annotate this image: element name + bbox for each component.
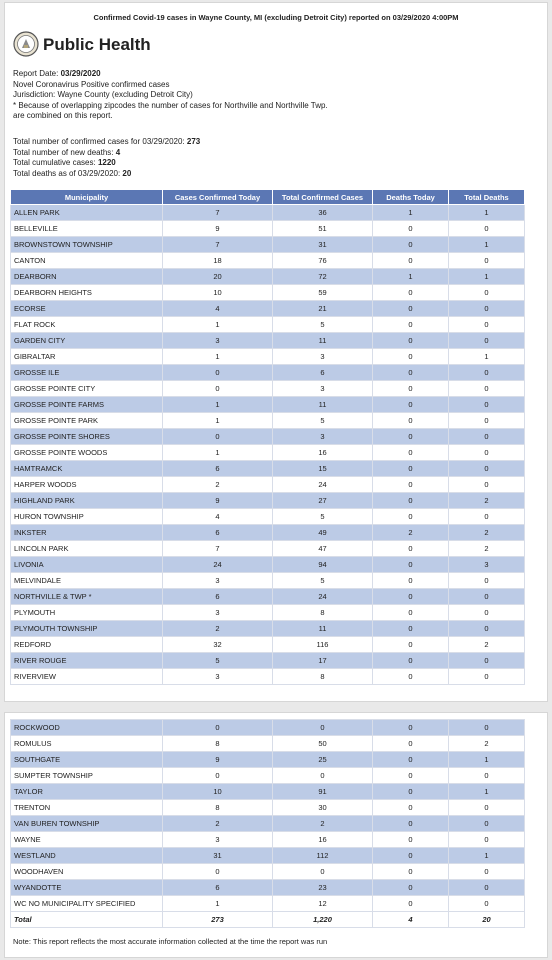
deaths-today-cell: 0 (373, 800, 449, 816)
total-deaths-cell: 0 (449, 509, 525, 525)
table-row (11, 493, 525, 509)
table-row (11, 816, 525, 832)
deaths-today-cell: 0 (373, 397, 449, 413)
deaths-today-cell: 0 (373, 333, 449, 349)
municipality-cell: RIVER ROUGE (11, 653, 163, 669)
municipality-cell: GIBRALTAR (11, 349, 163, 365)
cases-today-cell: 6 (163, 461, 273, 477)
cases-today-cell: 0 (163, 365, 273, 381)
deaths-today-cell: 1 (373, 269, 449, 285)
table-row (11, 637, 525, 653)
total-cases-cell: 5 (273, 413, 373, 429)
table-row (11, 237, 525, 253)
total-cases-cell: 36 (273, 205, 373, 221)
total-deaths-cell: 0 (449, 429, 525, 445)
municipality-cell: TAYLOR (11, 784, 163, 800)
cases-today-cell: 10 (163, 784, 273, 800)
cases-today-cell: 4 (163, 509, 273, 525)
cases-today-cell: 0 (163, 381, 273, 397)
total-deaths-cell: 0 (449, 800, 525, 816)
total-deaths-cell: 0 (449, 605, 525, 621)
municipality-cell: DEARBORN HEIGHTS (11, 285, 163, 301)
total-deaths-cell: 2 (449, 493, 525, 509)
cases-today-cell: 0 (163, 720, 273, 736)
total-cases-cell: 24 (273, 589, 373, 605)
municipality-cell: GARDEN CITY (11, 333, 163, 349)
municipality-cell: WOODHAVEN (11, 864, 163, 880)
total-cases-cell: 16 (273, 832, 373, 848)
total-cases-cell: 91 (273, 784, 373, 800)
table-row (11, 525, 525, 541)
table-row (11, 557, 525, 573)
cases-today-cell: 7 (163, 205, 273, 221)
municipality-cell: WESTLAND (11, 848, 163, 864)
deaths-today-cell: 0 (373, 848, 449, 864)
total-cases-today-cell: 273 (163, 912, 273, 928)
total-cases-cell: 94 (273, 557, 373, 573)
cases-today-cell: 8 (163, 736, 273, 752)
total-deaths-cell: 1 (449, 205, 525, 221)
table-row (11, 573, 525, 589)
total-deaths-cell: 1 (449, 784, 525, 800)
deaths-today-cell: 0 (373, 349, 449, 365)
municipality-cell: FLAT ROCK (11, 317, 163, 333)
total-cases-cell: 8 (273, 605, 373, 621)
deaths-today-cell: 0 (373, 541, 449, 557)
total-row (11, 912, 525, 928)
municipality-cell: HARPER WOODS (11, 477, 163, 493)
cases-today-cell: 3 (163, 605, 273, 621)
cases-today-cell: 1 (163, 445, 273, 461)
table-row (11, 317, 525, 333)
deaths-today-cell: 0 (373, 621, 449, 637)
deaths-today-cell: 0 (373, 461, 449, 477)
municipality-cell: INKSTER (11, 525, 163, 541)
cases-today-cell: 3 (163, 832, 273, 848)
total-cases-cell: 12 (273, 896, 373, 912)
table-row (11, 605, 525, 621)
total-deaths-cell: 0 (449, 461, 525, 477)
municipality-cell: REDFORD (11, 637, 163, 653)
total-deaths-cell: 1 (449, 237, 525, 253)
deaths-today-cell: 0 (373, 573, 449, 589)
total-cases-cell: 21 (273, 301, 373, 317)
total-deaths-cell: 0 (449, 816, 525, 832)
total-cases-cell: 72 (273, 269, 373, 285)
total-cases-cell: 112 (273, 848, 373, 864)
report-subject-line: Novel Coronavirus Positive confirmed cases (13, 79, 170, 89)
total-deaths-cell: 2 (449, 736, 525, 752)
table-row (11, 205, 525, 221)
municipality-cell: GROSSE ILE (11, 365, 163, 381)
table-row (11, 221, 525, 237)
deaths-today-cell: 0 (373, 752, 449, 768)
total-deaths-cell: 0 (449, 365, 525, 381)
table-row (11, 285, 525, 301)
total-deaths-cell: 0 (449, 880, 525, 896)
deaths-today-cell: 0 (373, 816, 449, 832)
deaths-today-cell: 0 (373, 509, 449, 525)
total-cases-cell: 2 (273, 816, 373, 832)
report-page-1 (4, 2, 548, 702)
deaths-today-cell: 0 (373, 301, 449, 317)
cases-today-cell: 1 (163, 317, 273, 333)
table-row (11, 381, 525, 397)
cases-today-cell: 1 (163, 896, 273, 912)
total-cases-cell: 59 (273, 285, 373, 301)
total-label-cell: Total (11, 912, 163, 928)
municipality-cell: SUMPTER TOWNSHIP (11, 768, 163, 784)
deaths-today-cell: 0 (373, 896, 449, 912)
table-row (11, 752, 525, 768)
total-cases-cell: 3 (273, 349, 373, 365)
total-deaths-cell: 0 (449, 301, 525, 317)
cases-today-cell: 9 (163, 493, 273, 509)
table-row (11, 800, 525, 816)
table-row (11, 589, 525, 605)
total-cases-cell: 1,220 (273, 912, 373, 928)
total-cases-cell: 0 (273, 768, 373, 784)
deaths-today-cell: 0 (373, 477, 449, 493)
deaths-today-cell: 0 (373, 221, 449, 237)
municipality-cell: WC NO MUNICIPALITY SPECIFIED (11, 896, 163, 912)
total-deaths-cell: 0 (449, 221, 525, 237)
table-row (11, 896, 525, 912)
wayne-county-seal-icon (13, 31, 39, 57)
total-deaths-cell: 0 (449, 253, 525, 269)
municipality-cell: MELVINDALE (11, 573, 163, 589)
table-row (11, 720, 525, 736)
deaths-today-cell: 1 (373, 205, 449, 221)
table-row (11, 653, 525, 669)
total-deaths-cell: 0 (449, 832, 525, 848)
jurisdiction-line: Jurisdiction: Wayne County (excluding Detroit City) (13, 90, 193, 100)
cases-today-cell: 7 (163, 541, 273, 557)
total-deaths-cell: 0 (449, 445, 525, 461)
total-cases-cell: 23 (273, 880, 373, 896)
total-cases-cell: 3 (273, 381, 373, 397)
cases-table-page-1 (10, 189, 525, 685)
total-deaths-cell: 0 (449, 589, 525, 605)
summary-new-deaths: Total number of new deaths: 4 (13, 147, 121, 157)
cases-today-cell: 1 (163, 349, 273, 365)
municipality-cell: ROMULUS (11, 736, 163, 752)
total-cases-cell: 27 (273, 493, 373, 509)
deaths-today-cell: 0 (373, 285, 449, 301)
total-cases-cell: 0 (273, 720, 373, 736)
cases-today-cell: 4 (163, 301, 273, 317)
municipality-cell: GROSSE POINTE SHORES (11, 429, 163, 445)
total-deaths-cell: 2 (449, 541, 525, 557)
total-cases-cell: 6 (273, 365, 373, 381)
table-row (11, 349, 525, 365)
cases-today-cell: 2 (163, 816, 273, 832)
deaths-today-cell: 0 (373, 493, 449, 509)
total-deaths-cell: 0 (449, 333, 525, 349)
table-row (11, 509, 525, 525)
report-title: Confirmed Covid-19 cases in Wayne County, MI (excluding Detroit City) reported on 03/29/2020 4:00PM (93, 13, 459, 22)
table-row (11, 477, 525, 493)
total-cases-cell: 15 (273, 461, 373, 477)
col-header-cases-today: Cases Confirmed Today (163, 190, 273, 205)
municipality-cell: DEARBORN (11, 269, 163, 285)
col-header-municipality: Municipality (11, 190, 163, 205)
total-deaths-cell: 0 (449, 381, 525, 397)
municipality-cell: NORTHVILLE & TWP * (11, 589, 163, 605)
total-cases-cell: 25 (273, 752, 373, 768)
total-deaths-cell: 0 (449, 653, 525, 669)
deaths-today-cell: 0 (373, 413, 449, 429)
total-deaths-cell: 1 (449, 848, 525, 864)
municipality-cell: LINCOLN PARK (11, 541, 163, 557)
report-info (13, 69, 328, 122)
table-row (11, 301, 525, 317)
total-cases-cell: 11 (273, 333, 373, 349)
municipality-cell: ROCKWOOD (11, 720, 163, 736)
cases-today-cell: 8 (163, 800, 273, 816)
table-row (11, 397, 525, 413)
municipality-cell: HAMTRAMCK (11, 461, 163, 477)
municipality-cell: SOUTHGATE (11, 752, 163, 768)
deaths-today-cell: 0 (373, 653, 449, 669)
cases-today-cell: 20 (163, 269, 273, 285)
summary-confirmed: Total number of confirmed cases for 03/29/2020: 273 (13, 137, 201, 146)
total-deaths-cell: 0 (449, 720, 525, 736)
deaths-today-cell: 0 (373, 237, 449, 253)
deaths-today-cell: 0 (373, 429, 449, 445)
municipality-cell: GROSSE POINTE PARK (11, 413, 163, 429)
cases-today-cell: 31 (163, 848, 273, 864)
total-cases-cell: 5 (273, 509, 373, 525)
total-deaths-cell: 0 (449, 864, 525, 880)
total-deaths-cell: 0 (449, 669, 525, 685)
table-row (11, 880, 525, 896)
deaths-today-cell: 0 (373, 381, 449, 397)
municipality-cell: RIVERVIEW (11, 669, 163, 685)
table-row (11, 848, 525, 864)
cases-today-cell: 6 (163, 525, 273, 541)
total-deaths-cell: 0 (449, 397, 525, 413)
total-deaths-cell: 0 (449, 285, 525, 301)
total-deaths-cell: 1 (449, 752, 525, 768)
deaths-today-cell: 2 (373, 525, 449, 541)
total-deaths-today-cell: 4 (373, 912, 449, 928)
municipality-cell: CANTON (11, 253, 163, 269)
cases-today-cell: 32 (163, 637, 273, 653)
table-row (11, 864, 525, 880)
cases-today-cell: 2 (163, 621, 273, 637)
municipality-cell: HURON TOWNSHIP (11, 509, 163, 525)
total-cases-cell: 0 (273, 864, 373, 880)
municipality-cell: ECORSE (11, 301, 163, 317)
cases-today-cell: 10 (163, 285, 273, 301)
total-cases-cell: 51 (273, 221, 373, 237)
cases-today-cell: 3 (163, 333, 273, 349)
summary-block (13, 137, 200, 179)
total-deaths-cell: 2 (449, 637, 525, 653)
total-cases-cell: 47 (273, 541, 373, 557)
summary-cumulative: Total cumulative cases: 1220 (13, 158, 116, 168)
table-row (11, 253, 525, 269)
report-page-2 (4, 712, 548, 958)
deaths-today-cell: 0 (373, 317, 449, 333)
total-deaths-cell: 3 (449, 557, 525, 573)
deaths-today-cell: 0 (373, 605, 449, 621)
cases-today-cell: 2 (163, 477, 273, 493)
table-row (11, 269, 525, 285)
total-cases-cell: 116 (273, 637, 373, 653)
total-deaths-cell: 0 (449, 896, 525, 912)
total-cases-cell: 3 (273, 429, 373, 445)
cases-today-cell: 6 (163, 589, 273, 605)
municipality-cell: TRENTON (11, 800, 163, 816)
total-deaths-cell: 2 (449, 525, 525, 541)
municipality-cell: GROSSE POINTE FARMS (11, 397, 163, 413)
municipality-cell: GROSSE POINTE WOODS (11, 445, 163, 461)
deaths-today-cell: 0 (373, 768, 449, 784)
municipality-cell: GROSSE POINTE CITY (11, 381, 163, 397)
deaths-today-cell: 0 (373, 365, 449, 381)
municipality-cell: WAYNE (11, 832, 163, 848)
total-cases-cell: 5 (273, 317, 373, 333)
cases-today-cell: 0 (163, 429, 273, 445)
municipality-cell: BROWNSTOWN TOWNSHIP (11, 237, 163, 253)
cases-today-cell: 7 (163, 237, 273, 253)
municipality-cell: WYANDOTTE (11, 880, 163, 896)
table-row (11, 621, 525, 637)
deaths-today-cell: 0 (373, 589, 449, 605)
cases-today-cell: 1 (163, 413, 273, 429)
table-row (11, 429, 525, 445)
municipality-cell: PLYMOUTH (11, 605, 163, 621)
cases-today-cell: 6 (163, 880, 273, 896)
footnote-line: * Because of overlapping zipcodes the number of cases for Northville and Northville Twp. (13, 100, 328, 110)
report-note: Note: This report reflects the most accurate information collected at the time the report was run (13, 937, 328, 946)
table-row (11, 541, 525, 557)
total-deaths-cell: 0 (449, 477, 525, 493)
total-cases-cell: 24 (273, 477, 373, 493)
cases-today-cell: 5 (163, 653, 273, 669)
total-cases-cell: 30 (273, 800, 373, 816)
municipality-cell: PLYMOUTH TOWNSHIP (11, 621, 163, 637)
cases-today-cell: 1 (163, 397, 273, 413)
cases-today-cell: 0 (163, 768, 273, 784)
report-date-line: Report Date: 03/29/2020 (13, 69, 101, 78)
deaths-today-cell: 0 (373, 784, 449, 800)
deaths-today-cell: 0 (373, 736, 449, 752)
total-deaths-cell: 0 (449, 413, 525, 429)
col-header-total-cases: Total Confirmed Cases (273, 190, 373, 205)
table-row (11, 365, 525, 381)
total-cases-cell: 17 (273, 653, 373, 669)
table-row (11, 768, 525, 784)
deaths-today-cell: 0 (373, 864, 449, 880)
total-deaths-cell: 1 (449, 269, 525, 285)
deaths-today-cell: 0 (373, 832, 449, 848)
deaths-today-cell: 0 (373, 669, 449, 685)
total-cases-cell: 49 (273, 525, 373, 541)
municipality-cell: LIVONIA (11, 557, 163, 573)
total-cases-cell: 31 (273, 237, 373, 253)
table-row (11, 333, 525, 349)
table-row (11, 832, 525, 848)
total-cases-cell: 50 (273, 736, 373, 752)
total-deaths-cell: 0 (449, 768, 525, 784)
table-row (11, 736, 525, 752)
cases-today-cell: 9 (163, 221, 273, 237)
municipality-cell: HIGHLAND PARK (11, 493, 163, 509)
deaths-today-cell: 0 (373, 253, 449, 269)
table-row (11, 784, 525, 800)
brand-title: Public Health (43, 35, 151, 54)
cases-today-cell: 18 (163, 253, 273, 269)
table-header-row (11, 190, 525, 205)
cases-table-page-2 (10, 719, 525, 928)
municipality-cell: BELLEVILLE (11, 221, 163, 237)
total-deaths-cell: 0 (449, 573, 525, 589)
total-deaths-cell: 0 (449, 621, 525, 637)
cases-today-cell: 0 (163, 864, 273, 880)
col-header-deaths-today: Deaths Today (373, 190, 449, 205)
total-cases-cell: 11 (273, 397, 373, 413)
cases-today-cell: 24 (163, 557, 273, 573)
total-deaths-cell: 1 (449, 349, 525, 365)
cases-today-cell: 9 (163, 752, 273, 768)
total-cases-cell: 11 (273, 621, 373, 637)
footnote-line-2: are combined on this report. (13, 111, 113, 121)
deaths-today-cell: 0 (373, 880, 449, 896)
total-cases-cell: 5 (273, 573, 373, 589)
table-row (11, 669, 525, 685)
summary-deaths: Total deaths as of 03/29/2020: 20 (13, 168, 132, 178)
table-row (11, 461, 525, 477)
total-cases-cell: 76 (273, 253, 373, 269)
total-cases-cell: 16 (273, 445, 373, 461)
total-deaths-cell: 20 (449, 912, 525, 928)
deaths-today-cell: 0 (373, 557, 449, 573)
col-header-total-deaths: Total Deaths (449, 190, 525, 205)
municipality-cell: VAN BUREN TOWNSHIP (11, 816, 163, 832)
deaths-today-cell: 0 (373, 637, 449, 653)
cases-today-cell: 3 (163, 573, 273, 589)
total-cases-cell: 8 (273, 669, 373, 685)
deaths-today-cell: 0 (373, 720, 449, 736)
total-deaths-cell: 0 (449, 317, 525, 333)
municipality-cell: ALLEN PARK (11, 205, 163, 221)
deaths-today-cell: 0 (373, 445, 449, 461)
cases-today-cell: 3 (163, 669, 273, 685)
table-row (11, 413, 525, 429)
table-row (11, 445, 525, 461)
